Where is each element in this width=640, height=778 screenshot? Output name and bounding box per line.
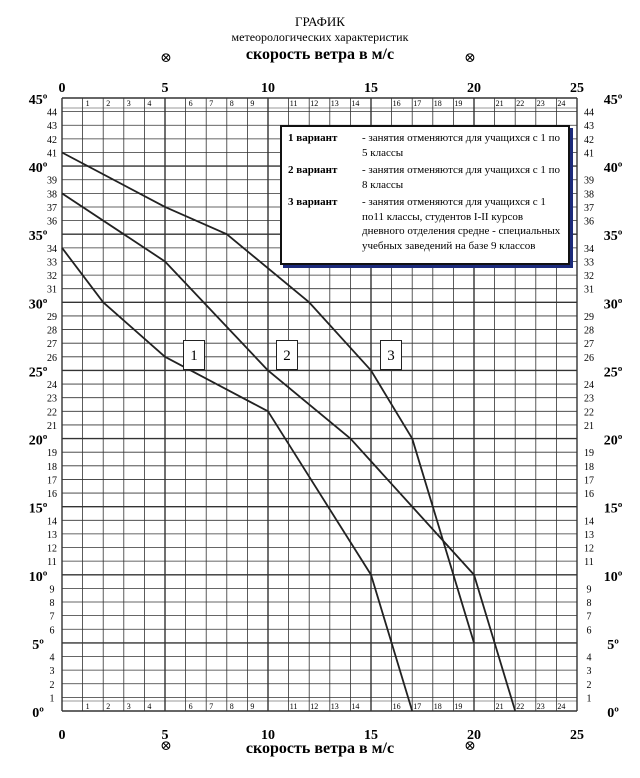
y-tick-label-left: 20º [28,433,48,449]
y-tick-label-right: 20º [603,433,623,449]
y-minor-tick-label-right: 7 [586,611,592,623]
y-minor-tick-label-right: 23 [584,393,594,405]
circled-x-icon: ⊗ [464,739,476,754]
y-minor-tick-label-right: 6 [586,625,592,637]
circled-x-icon: ⊗ [464,51,476,66]
x-minor-tick-label-bottom: 23 [536,702,545,711]
x-tick-label-bottom: 15 [364,728,378,743]
y-minor-tick-label-left: 3 [49,666,55,678]
y-minor-tick-label-left: 22 [47,407,57,419]
y-minor-tick-label-right: 29 [584,311,594,323]
x-minor-tick-label-bottom: 1 [85,702,90,711]
y-minor-tick-label-left: 34 [47,243,57,255]
x-minor-tick-label-top: 13 [330,99,339,108]
chart-subtitle: метеорологических характеристик [231,30,409,44]
x-tick-label-top: 5 [161,81,169,96]
y-minor-tick-label-right: 8 [586,598,592,610]
x-minor-tick-label-bottom: 7 [209,702,214,711]
x-minor-tick-label-bottom: 11 [289,702,298,711]
y-minor-tick-label-left: 24 [47,380,57,392]
curve-tag-3: 3 [380,340,402,370]
x-minor-tick-label-top: 7 [209,99,214,108]
x-minor-tick-label-top: 11 [289,99,298,108]
legend-entry-1 [288,131,562,160]
y-tick-label-right: 35º [603,229,623,245]
x-axis-label-top: скорость ветра в м/с [245,46,395,63]
y-minor-tick-label-right: 4 [586,652,592,664]
y-minor-tick-label-right: 32 [584,271,594,283]
y-minor-tick-label-left: 26 [47,352,57,364]
legend-entry-2 [288,163,562,192]
curve-tag-1: 1 [183,340,205,370]
x-minor-tick-label-bottom: 9 [250,702,255,711]
y-minor-tick-label-left: 37 [47,202,57,214]
x-minor-tick-label-bottom: 12 [310,702,319,711]
x-minor-tick-label-bottom: 16 [392,702,401,711]
y-tick-label-right: 5º [607,637,619,653]
y-minor-tick-label-right: 26 [584,352,594,364]
x-minor-tick-label-top: 1 [85,99,90,108]
x-tick-label-top: 15 [364,81,378,96]
y-tick-label-right: 15º [603,501,623,517]
y-tick-label-left: 15º [28,501,48,517]
x-tick-label-top: 0 [58,81,66,96]
y-tick-label-right: 30º [603,297,623,313]
y-minor-tick-label-left: 4 [49,652,55,664]
circled-x-icon: ⊗ [160,739,172,754]
y-minor-tick-label-left: 28 [47,325,57,337]
y-minor-tick-label-left: 19 [47,448,57,460]
y-minor-tick-label-right: 17 [584,475,594,487]
y-minor-tick-label-left: 23 [47,393,57,405]
y-minor-tick-label-left: 39 [47,175,57,187]
y-tick-label-left: 5º [32,637,44,653]
x-minor-tick-label-top: 9 [250,99,255,108]
x-minor-tick-label-bottom: 21 [495,702,504,711]
x-minor-tick-label-top: 24 [557,99,566,108]
y-minor-tick-label-left: 16 [47,489,57,501]
legend-key-3: 3 вариант [288,196,338,208]
x-minor-tick-label-bottom: 22 [516,702,525,711]
curve-tag-2: 2 [276,340,298,370]
x-minor-tick-label-top: 4 [147,99,152,108]
y-minor-tick-label-right: 13 [584,529,594,541]
x-minor-tick-label-top: 21 [495,99,504,108]
y-minor-tick-label-left: 13 [47,529,57,541]
y-minor-tick-label-left: 2 [49,679,55,691]
x-tick-label-bottom: 0 [58,728,66,743]
x-minor-tick-label-top: 14 [351,99,360,108]
y-minor-tick-label-left: 43 [47,121,57,133]
x-minor-tick-label-bottom: 17 [413,702,422,711]
x-minor-tick-label-top: 8 [229,99,234,108]
y-minor-tick-label-right: 27 [584,339,594,351]
y-tick-label-left: 45º [28,93,48,108]
y-minor-tick-label-right: 43 [584,121,594,133]
x-minor-tick-label-top: 2 [106,99,111,108]
y-minor-tick-label-right: 31 [584,284,594,296]
legend-box [280,125,570,265]
y-minor-tick-label-left: 31 [47,284,57,296]
y-minor-tick-label-right: 3 [586,666,592,678]
y-minor-tick-label-right: 19 [584,448,594,460]
x-minor-tick-label-top: 16 [392,99,401,108]
y-minor-tick-label-right: 21 [584,420,594,432]
x-tick-label-top: 20 [467,81,481,96]
legend-text-3: - занятия отменяются для учащихся с 1 по11 классы, студентов I-II курсов дневного отделения средне - специальных учебных заведений на базе 9 классов [362,196,561,252]
y-minor-tick-label-left: 32 [47,271,57,283]
x-minor-tick-label-top: 18 [433,99,442,108]
y-minor-tick-label-right: 24 [584,380,594,392]
y-minor-tick-label-left: 1 [49,693,55,705]
y-minor-tick-label-right: 33 [584,257,594,269]
x-minor-tick-label-bottom: 2 [106,702,111,711]
x-minor-tick-label-bottom: 3 [126,702,131,711]
x-minor-tick-label-bottom: 4 [147,702,152,711]
y-minor-tick-label-right: 44 [584,107,594,119]
y-minor-tick-label-left: 27 [47,339,57,351]
legend-text-2: - занятия отменяются для учащихся с 1 по 8 классы [362,164,561,191]
y-minor-tick-label-left: 17 [47,475,57,487]
y-minor-tick-label-right: 12 [584,543,594,555]
x-minor-tick-label-top: 12 [310,99,319,108]
x-minor-tick-label-top: 3 [126,99,131,108]
y-tick-label-right: 0º [607,706,619,721]
y-tick-label-left: 10º [28,569,48,585]
y-minor-tick-label-left: 12 [47,543,57,555]
circled-x-icon: ⊗ [160,51,172,66]
x-minor-tick-label-top: 17 [413,99,422,108]
y-minor-tick-label-right: 2 [586,679,592,691]
y-tick-label-right: 25º [603,365,623,381]
y-minor-tick-label-right: 22 [584,407,594,419]
y-tick-label-left: 40º [28,161,48,177]
y-tick-label-right: 45º [603,93,623,108]
legend-text-1: - занятия отменяются для учащихся с 1 по 5 классы [362,132,561,159]
y-minor-tick-label-right: 16 [584,489,594,501]
y-minor-tick-label-right: 41 [584,148,594,160]
y-minor-tick-label-right: 39 [584,175,594,187]
x-minor-tick-label-bottom: 8 [229,702,234,711]
x-minor-tick-label-top: 19 [454,99,463,108]
y-minor-tick-label-left: 36 [47,216,57,228]
x-minor-tick-label-top: 6 [188,99,193,108]
legend-key-2: 2 вариант [288,164,338,176]
y-minor-tick-label-left: 8 [49,598,55,610]
chart-title: ГРАФИК [295,14,345,29]
x-tick-label-top: 25 [570,81,584,96]
y-minor-tick-label-left: 18 [47,461,57,473]
y-minor-tick-label-left: 9 [49,584,55,596]
y-tick-label-left: 30º [28,297,48,313]
x-tick-label-bottom: 10 [261,728,275,743]
x-tick-label-top: 10 [261,81,275,96]
x-minor-tick-label-bottom: 24 [557,702,566,711]
legend-key-1: 1 вариант [288,132,338,144]
x-minor-tick-label-bottom: 19 [454,702,463,711]
x-minor-tick-label-bottom: 18 [433,702,442,711]
y-minor-tick-label-right: 36 [584,216,594,228]
x-tick-label-bottom: 25 [570,728,584,743]
x-axis-label-bottom: скорость ветра в м/с [245,740,395,757]
y-tick-label-right: 10º [603,569,623,585]
y-minor-tick-label-left: 11 [47,557,57,569]
y-minor-tick-label-left: 6 [49,625,55,637]
y-minor-tick-label-left: 42 [47,134,57,146]
x-tick-label-bottom: 20 [467,728,481,743]
y-tick-label-right: 40º [603,161,623,177]
y-minor-tick-label-left: 41 [47,148,57,160]
y-minor-tick-label-left: 21 [47,420,57,432]
y-minor-tick-label-left: 44 [47,107,57,119]
y-minor-tick-label-right: 11 [584,557,594,569]
y-minor-tick-label-left: 29 [47,311,57,323]
y-minor-tick-label-right: 18 [584,461,594,473]
y-minor-tick-label-left: 33 [47,257,57,269]
x-minor-tick-label-top: 22 [516,99,525,108]
y-tick-label-left: 0º [32,706,44,721]
y-minor-tick-label-left: 14 [47,516,57,528]
y-tick-label-left: 35º [28,229,48,245]
y-minor-tick-label-right: 9 [586,584,592,596]
x-minor-tick-label-bottom: 13 [330,702,339,711]
y-minor-tick-label-left: 38 [47,189,57,201]
x-minor-tick-label-bottom: 14 [351,702,360,711]
y-minor-tick-label-right: 38 [584,189,594,201]
y-minor-tick-label-left: 7 [49,611,55,623]
y-tick-label-left: 25º [28,365,48,381]
y-minor-tick-label-right: 1 [586,693,592,705]
y-minor-tick-label-right: 42 [584,134,594,146]
x-tick-label-bottom: 5 [161,728,169,743]
x-minor-tick-label-top: 23 [536,99,545,108]
y-minor-tick-label-right: 14 [584,516,594,528]
y-minor-tick-label-right: 34 [584,243,594,255]
x-minor-tick-label-bottom: 6 [188,702,193,711]
legend-entry-3 [288,195,562,253]
y-minor-tick-label-right: 37 [584,202,594,214]
y-minor-tick-label-right: 28 [584,325,594,337]
